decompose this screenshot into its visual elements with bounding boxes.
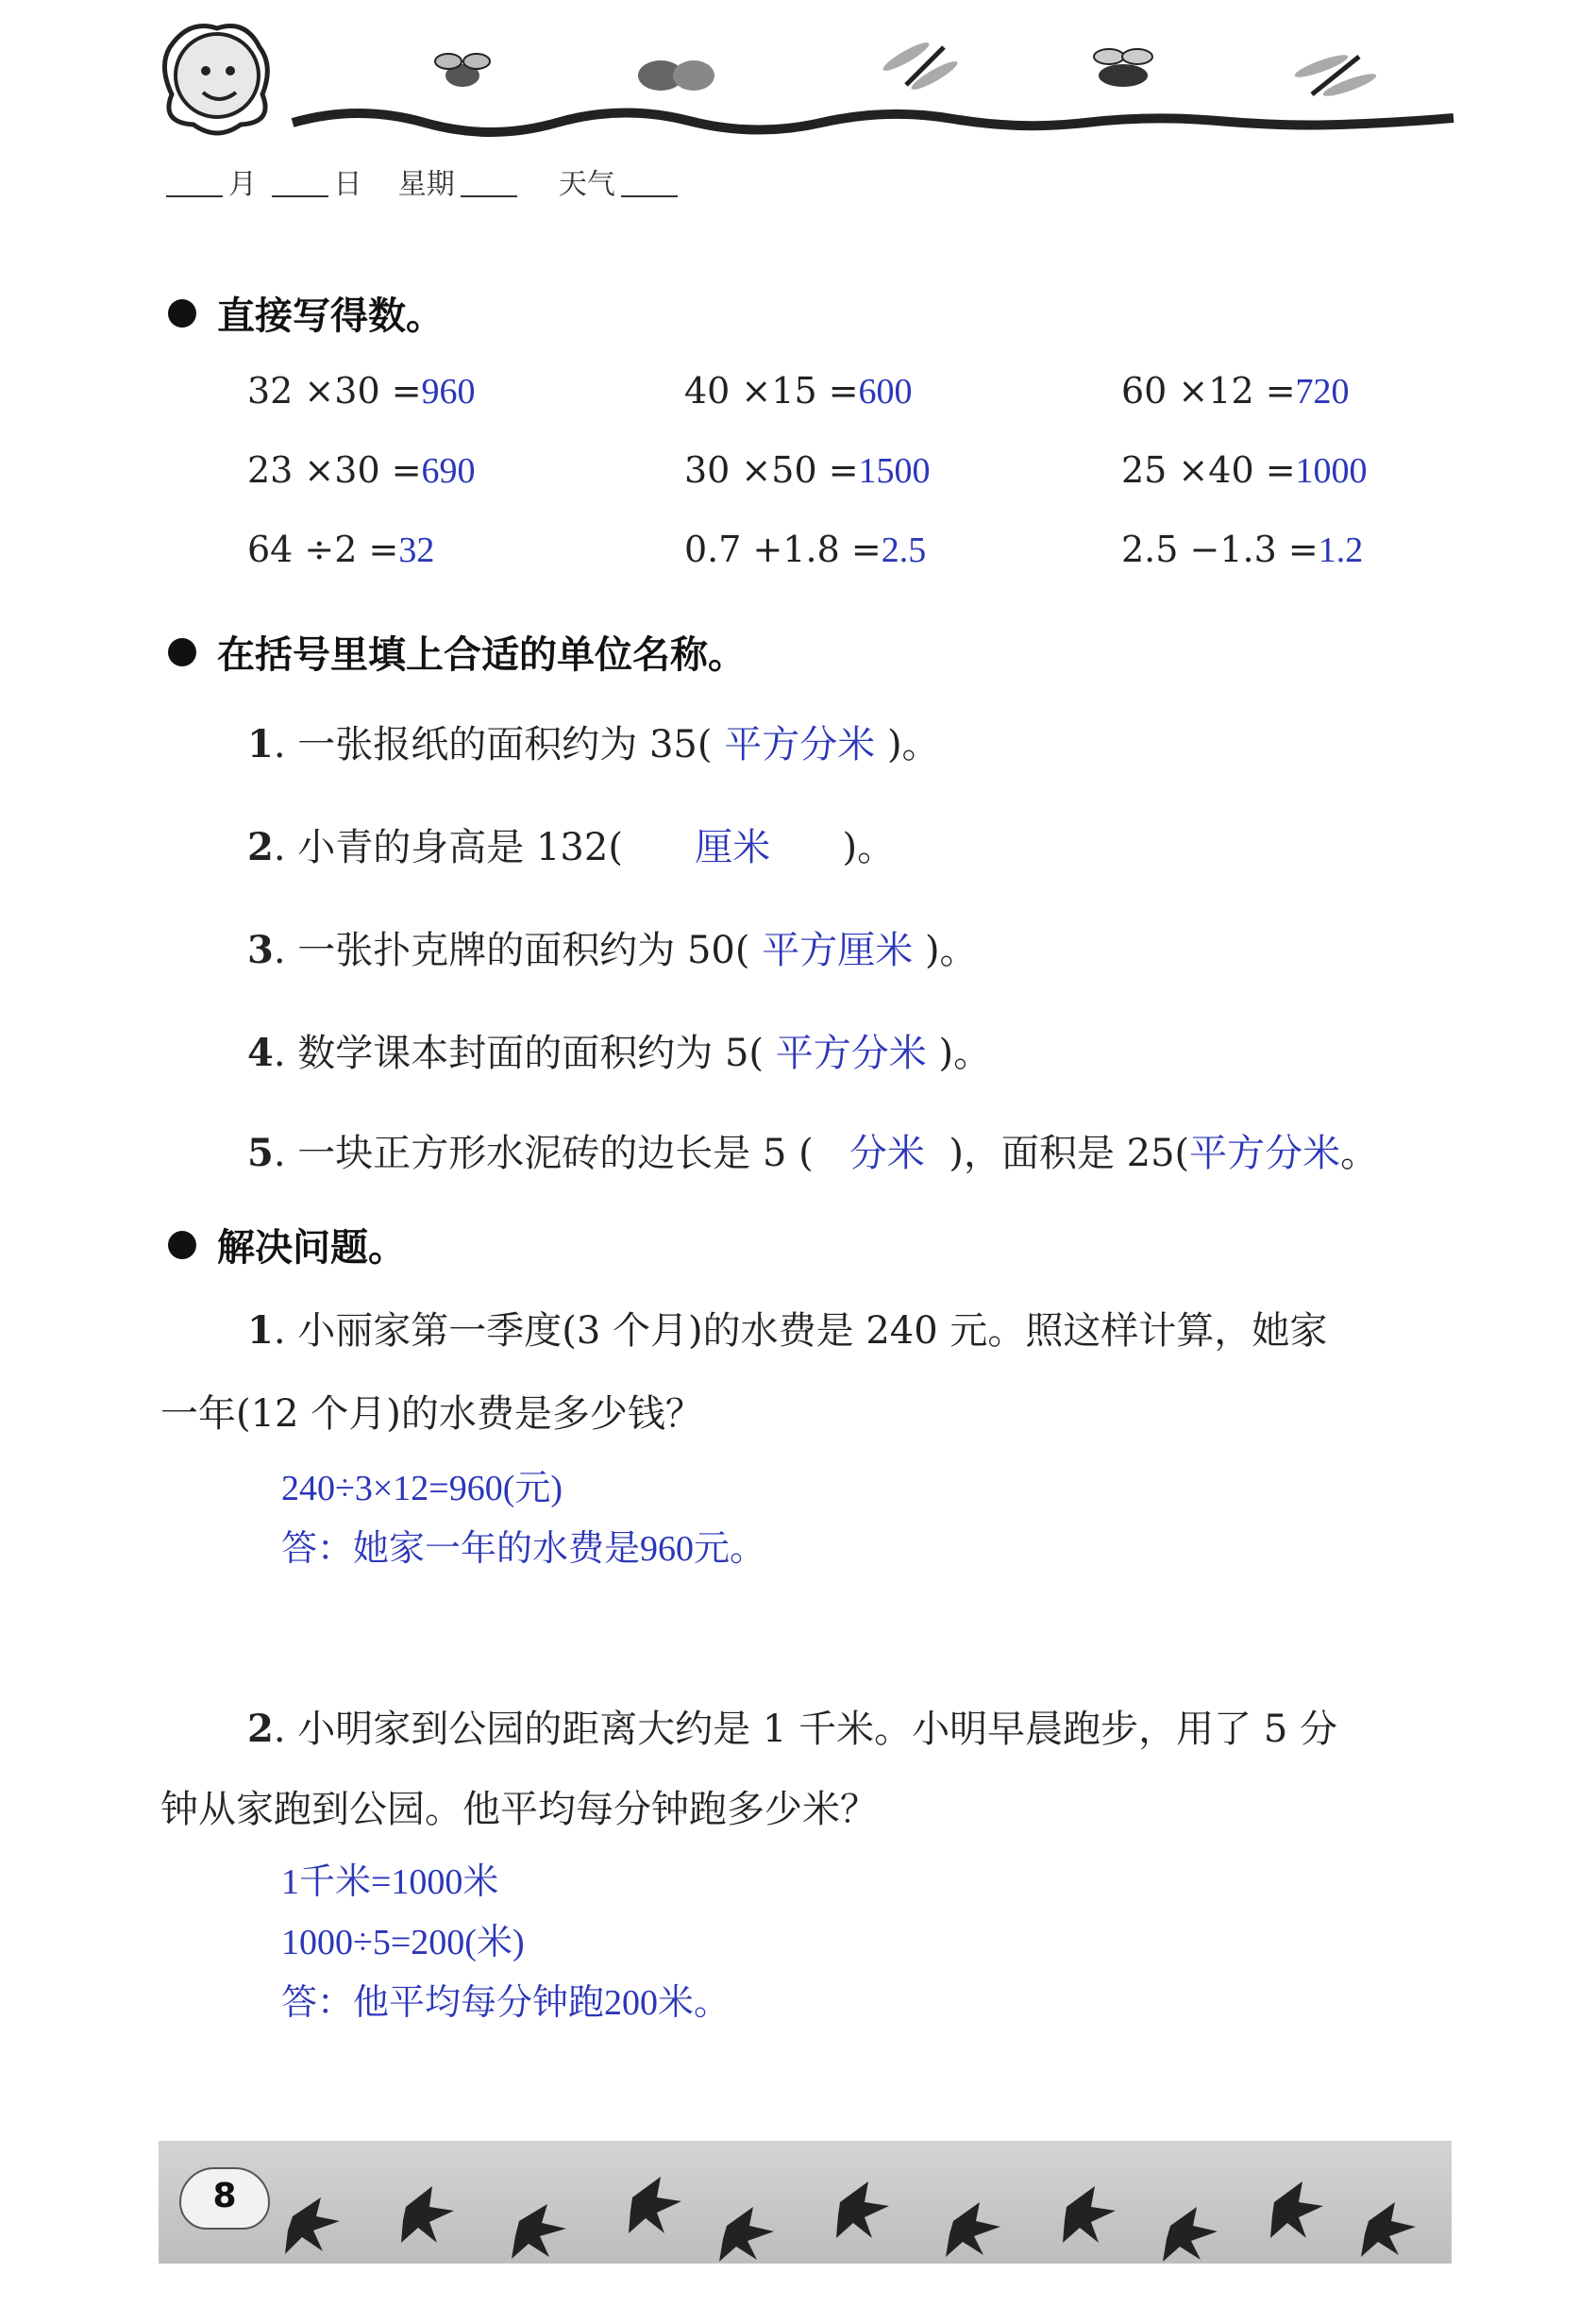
weekday-label: 星期 bbox=[397, 168, 455, 201]
fill-item: 3. 一张扑克牌的面积约为 50( 平方厘米 )。 bbox=[247, 928, 978, 972]
equation-answer: 1000 bbox=[1295, 451, 1368, 491]
day-blank bbox=[272, 195, 328, 197]
day-label: 日 bbox=[333, 168, 362, 201]
fill-item: 2. 小青的身高是 132( 厘米 )。 bbox=[247, 825, 896, 869]
date-line bbox=[160, 160, 683, 202]
problem-1-text: 1. 小丽家第一季度(3 个月)的水费是 240 元。照这样计算，她家 bbox=[247, 1308, 1328, 1353]
equation-answer: 32 bbox=[398, 530, 435, 570]
equation: 32 ×30 =960 bbox=[247, 370, 476, 412]
sun-icon bbox=[164, 26, 267, 134]
equation-answer: 1.2 bbox=[1318, 530, 1364, 570]
fill-item: 1. 一张报纸的面积约为 35( 平方分米 )。 bbox=[247, 722, 940, 766]
fill-answer: 平方厘米 bbox=[749, 929, 925, 972]
butterfly-icon bbox=[638, 60, 714, 91]
equation-answer: 720 bbox=[1295, 372, 1350, 412]
equation: 2.5 −1.3 =1.2 bbox=[1121, 529, 1364, 570]
problem-2-text: 2. 小明家到公园的距离大约是 1 千米。小明早晨跑步，用了 5 分 bbox=[247, 1707, 1338, 1751]
weather-label: 天气 bbox=[558, 168, 615, 201]
fill-answer: 厘米 bbox=[622, 826, 843, 869]
problem-1-answer: 答：她家一年的水费是960元。 bbox=[281, 1529, 766, 1569]
bullet-icon bbox=[168, 299, 196, 328]
fill-answer: 平方分米 bbox=[764, 1032, 939, 1075]
equation-answer: 600 bbox=[858, 372, 913, 412]
equation: 0.7 +1.8 =2.5 bbox=[684, 529, 927, 570]
bullet-icon bbox=[168, 1231, 196, 1259]
section-heading-calculation: 直接写得数。 bbox=[168, 286, 444, 340]
problem-2-text: 钟从家跑到公园。他平均每分钟跑多少米？ bbox=[160, 1788, 878, 1831]
month-label: 月 bbox=[228, 168, 257, 201]
wasp-icon bbox=[1094, 49, 1152, 87]
equation-answer: 2.5 bbox=[881, 530, 927, 570]
weekday-blank bbox=[461, 195, 517, 197]
month-blank bbox=[166, 195, 223, 197]
equation: 23 ×30 =690 bbox=[247, 449, 476, 491]
fill-answer: 平方分米 bbox=[712, 723, 887, 766]
problem-1-solution: 240÷3×12=960(元) bbox=[281, 1469, 563, 1508]
dragonfly-icon bbox=[1293, 51, 1378, 100]
problem-2-solution: 1000÷5=200(米) bbox=[281, 1923, 525, 1962]
equation: 64 ÷2 =32 bbox=[247, 529, 435, 570]
fill-item: 4. 数学课本封面的面积约为 5( 平方分米 )。 bbox=[247, 1031, 992, 1075]
equation: 25 ×40 =1000 bbox=[1121, 449, 1368, 491]
problem-2-answer: 答：他平均每分钟跑200米。 bbox=[281, 1983, 731, 2023]
problem-1-text: 一年(12 个月)的水费是多少钱？ bbox=[160, 1392, 703, 1436]
equation: 60 ×12 =720 bbox=[1121, 370, 1350, 412]
section-heading-units: 在括号里填上合适的单位名称。 bbox=[168, 625, 746, 679]
bee-icon bbox=[435, 54, 490, 87]
problem-2-solution: 1千米=1000米 bbox=[281, 1862, 499, 1902]
wave-line bbox=[293, 112, 1453, 132]
fill-answer: 分米 bbox=[825, 1132, 949, 1175]
equation: 30 ×50 =1500 bbox=[684, 449, 931, 491]
equation-answer: 690 bbox=[421, 451, 476, 491]
dragonfly-icon bbox=[881, 39, 960, 93]
page-number: 8 bbox=[179, 2167, 270, 2230]
fill-answer: 平方分米 bbox=[1189, 1132, 1341, 1175]
leaf-decoration bbox=[274, 2141, 1444, 2264]
fill-item: 5. 一块正方形水泥砖的边长是 5 ( 分米 )，面积是 25(平方分米。 bbox=[247, 1131, 1379, 1175]
section-heading-problems: 解决问题。 bbox=[168, 1218, 406, 1271]
equation-answer: 960 bbox=[421, 372, 476, 412]
weather-blank bbox=[621, 195, 678, 197]
bullet-icon bbox=[168, 638, 196, 666]
header-decoration bbox=[151, 19, 1472, 170]
equation-answer: 1500 bbox=[858, 451, 931, 491]
equation: 40 ×15 =600 bbox=[684, 370, 913, 412]
